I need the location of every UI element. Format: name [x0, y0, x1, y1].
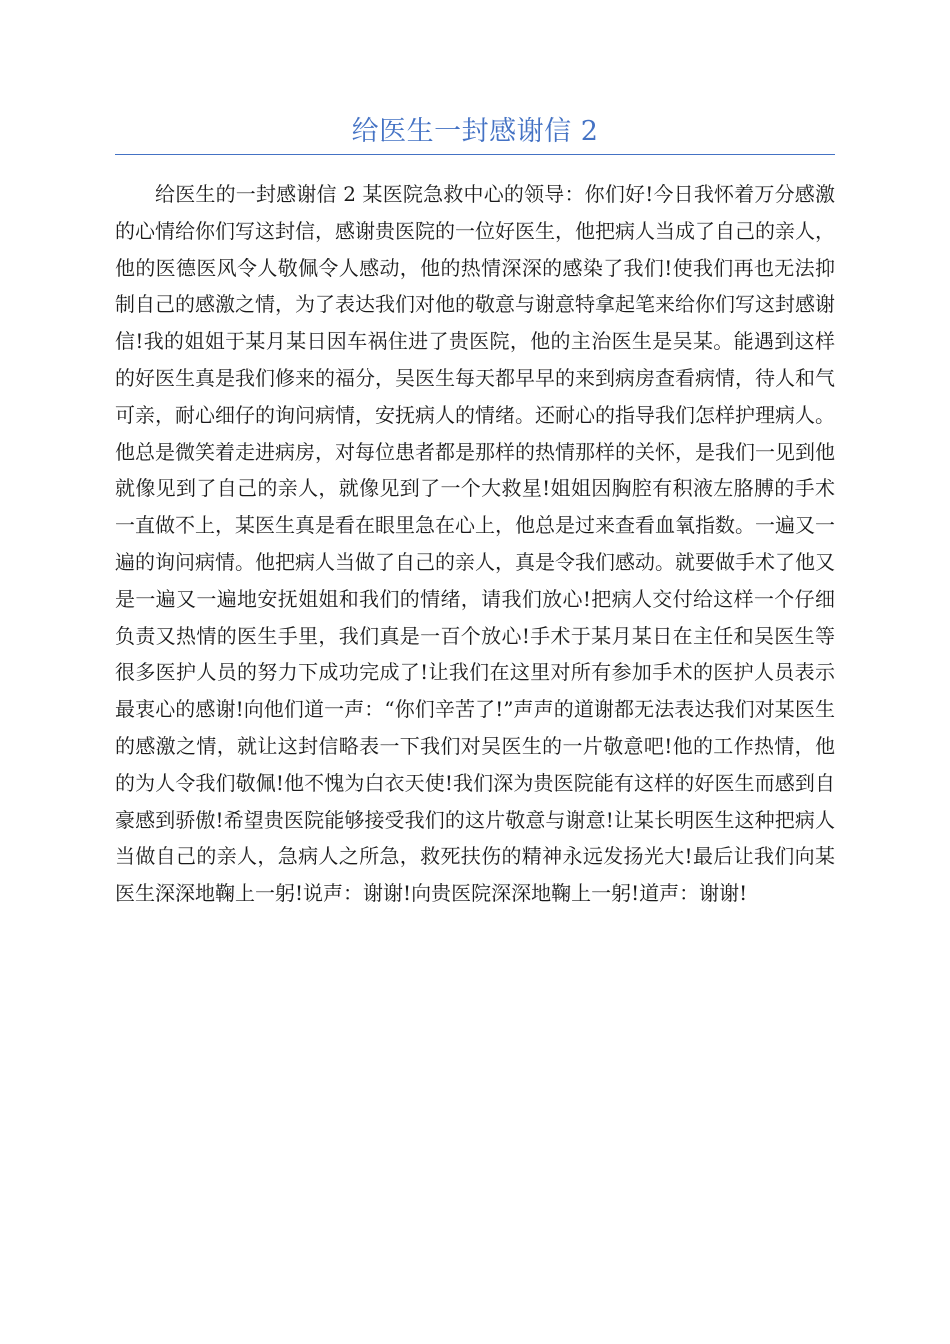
document-title: 给医生一封感谢信 2 [351, 116, 599, 147]
letter-body: 给医生的一封感谢信 2 某医院急救中心的领导：你们好!今日我怀着万分感激的心情给你们写这封信，感谢贵医院的一位好医生，他把病人当成了自己的亲人，他的医德医风令人敬佩令人感动，他的热情深深的感染了我们!使我们再也无法抑制自己的感激之情，为了表达我们对他的敬意与谢意特拿起笔来给你们写这封感谢信!我的姐姐于某月某日因车祸住进了贵医院，他的主治医生是吴某。能遇到这样的好医生真是我们修来的福分，吴医生每天都早早的来到病房查看病情，待人和气可亲，耐心细仔的询问病情，安抚病人的情绪。还耐心的指导我们怎样护理病人。他总是微笑着走进病房，对每位患者都是那样的热情那样的关怀，是我们一见到他就像见到了自己的亲人，就像见到了一个大救星!姐姐因胸腔有积液左胳膊的手术一直做不上，某医生真是看在眼里急在心上，他总是过来查看血氧指数。一遍又一遍的询问病情。他把病人当做了自己的亲人，真是令我们感动。就要做手术了他又是一遍又一遍地安抚姐姐和我们的情绪，请我们放心!把病人交付给这样一个仔细负责又热情的医生手里，我们真是一百个放心!手术于某月某日在主任和吴医生等很多医护人员的努力下成功完成了!让我们在这里对所有参加手术的医护人员表示最衷心的感谢!向他们道一声：“你们辛苦了!”声声的道谢都无法表达我们对某医生的感激之情，就让这封信略表一下我们对吴医生的一片敬意吧!他的工作热情，他的为人令我们敬佩!他不愧为白衣天使!我们深为贵医院能有这样的好医生而感到自豪感到骄傲!希望贵医院能够接受我们的这片敬意与谢意!让某长明医生这种把病人当做自己的亲人，急病人之所急，救死扶伤的精神永远发扬光大!最后让我们向某医生深深地鞠上一躬!说声：谢谢!向贵医院深深地鞠上一躬!道声：谢谢! [115, 182, 835, 906]
title-underline [115, 154, 835, 155]
